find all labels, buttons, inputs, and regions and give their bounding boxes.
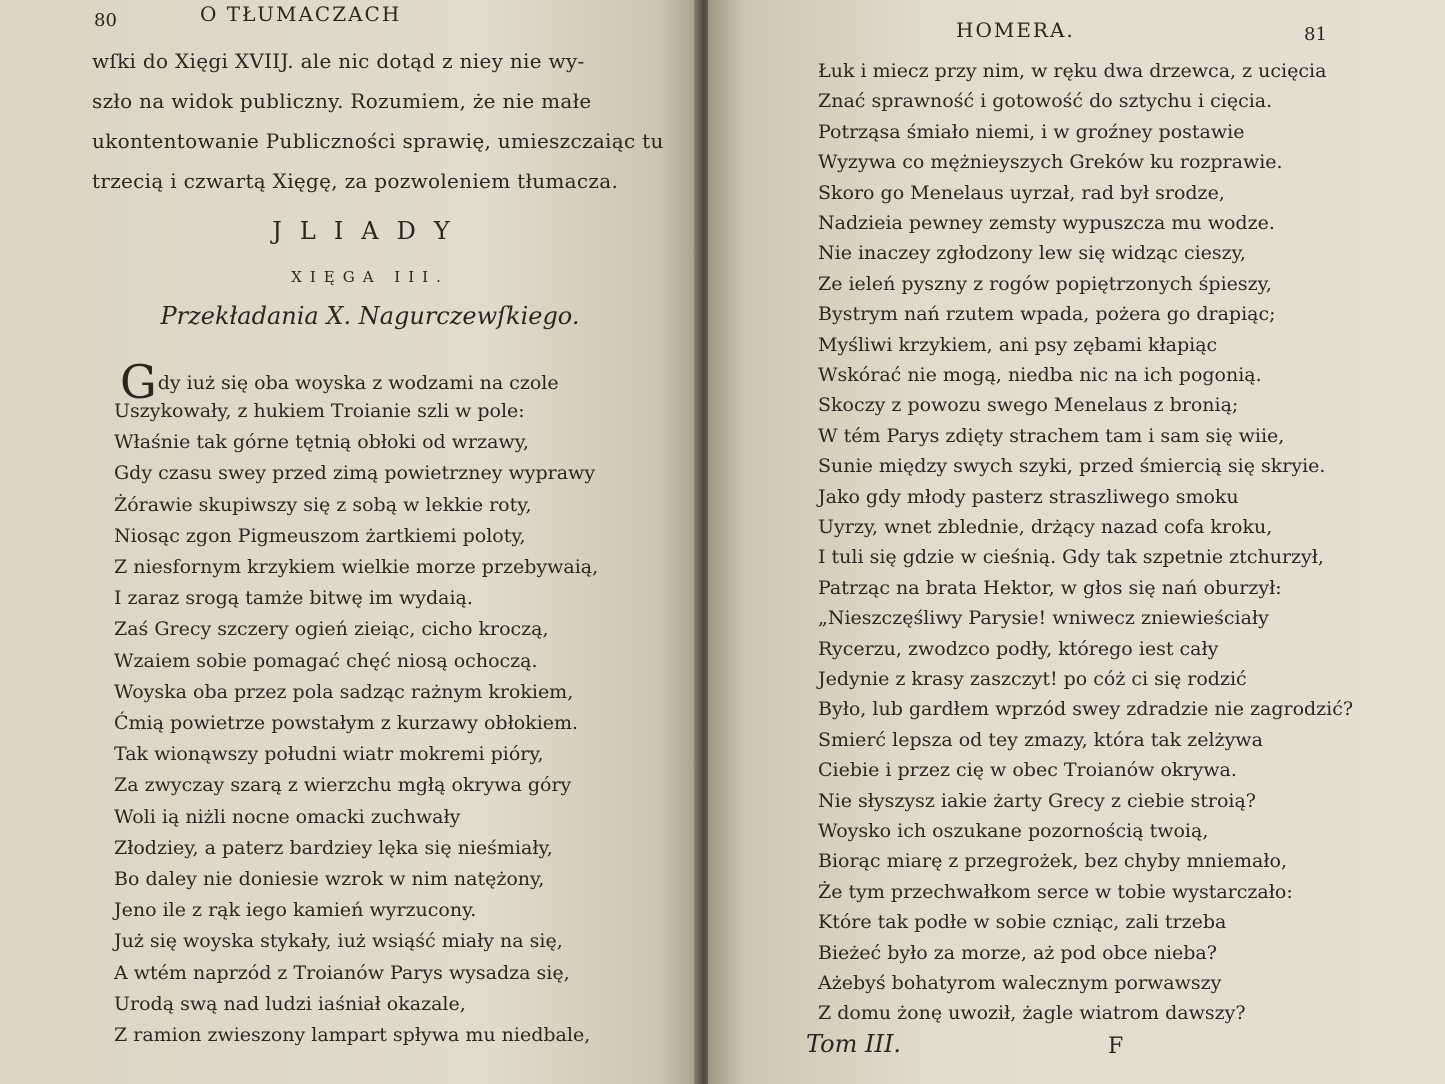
verse-line: Że tym przechwałkom serce w tobie wystarczało: [818, 880, 1293, 903]
verse-line: A wtém naprzód z Troianów Parys wysadza się, [114, 961, 570, 984]
right-page [708, 0, 1445, 1084]
verse-line: Bieżeć było za morze, aż pod obce nieba? [818, 941, 1217, 964]
verse-line: Ze ieleń pyszny z rogów popiętrzonych śpieszy, [818, 272, 1272, 295]
verse-line: Za zwyczay szarą z wierzchu mgłą okrywa góry [114, 774, 572, 797]
verse-line: Łuk i miecz przy nim, w ręku dwa drzewca, z ucięcia [818, 60, 1327, 82]
verse-line: Ćmią powietrze powstałym z kurzawy obłokiem. [114, 712, 579, 734]
verse-line: Wzaiem sobie pomagać chęć niosą ochoczą. [114, 649, 538, 672]
right-running-head: HOMERA. [956, 18, 1075, 42]
verse-line: Woli ią niżli nocne omacki zuchwały [114, 805, 461, 828]
left-page [0, 0, 700, 1084]
verse-line: Woysko ich oszukane pozornością twoią, [818, 820, 1209, 842]
translator-subtitle: Przekładania X. Nagurczewſkiego. [160, 302, 580, 330]
right-page-number: 81 [1304, 24, 1327, 45]
verse-line: Sunie między swych szyki, przed śmiercią się skryie. [818, 455, 1326, 478]
verse-line: W tém Parys zdięty strachem tam i sam się wiie, [818, 424, 1285, 447]
left-page-number: 80 [94, 10, 117, 31]
verse-line: Właśnie tak górne tętnią obłoki od wrzawy, [114, 431, 529, 454]
verse-line: Wskórać nie mogą, niedba nic na ich pogonią. [818, 364, 1262, 386]
verse-line: Nie słyszysz iakie żarty Grecy z ciebie stroią? [818, 789, 1256, 812]
verse-line: Bystrym nań rzutem wpada, pożera go drapiąc; [818, 303, 1276, 326]
verse-line: Woyska oba przez pola sadząc rażnym krokiem, [114, 680, 574, 703]
first-verse-line [120, 355, 559, 409]
verse-line: Jako gdy młody pasterz straszliwego smoku [818, 485, 1239, 508]
verse-line: Skoro go Menelaus uyrzał, rad był srodze, [818, 181, 1225, 204]
verse-line: Bo daley nie doniesie wzrok w nim natężony, [114, 868, 545, 890]
verse-line: Było, lub gardłem wprzód swey zdradzie nie zagrodzić? [818, 698, 1354, 721]
verse-line: Jeno ile z rąk iego kamień wyrzucony. [114, 899, 477, 922]
verse-line: Rycerzu, zwodzco podły, którego iest cały [818, 637, 1219, 660]
signature-mark: F [1108, 1034, 1124, 1059]
prose-line: ukontentowanie Publiczności sprawię, umieszczaiąc tu [92, 129, 664, 153]
verse-line: Niosąc zgon Pigmeuszom żartkiemi poloty, [114, 524, 526, 547]
verse-line: Złodziey, a paterz bardziey lęka się nieśmiały, [114, 836, 553, 859]
prose-line: wſki do Xięgi XVIIJ. ale nic dotąd z niey nie wy- [92, 49, 585, 73]
verse-line: Zaś Grecy szczery ogień zieiąc, cicho kroczą, [114, 618, 549, 641]
verse-line: Potrząsa śmiało niemi, i w groźney postawie [818, 120, 1245, 143]
verse-line: Ażebyś bohatyrom walecznym porwawszy [818, 972, 1222, 994]
verse-line: Urodą swą nad ludzi iaśniał okazale, [114, 992, 466, 1015]
prose-line: trzecią i czwartą Xięgę, za pozwoleniem tłumacza. [92, 169, 619, 193]
verse-line: Smierć lepsza od tey zmazy, która tak zelżywa [818, 728, 1263, 751]
drop-cap: G [120, 355, 157, 409]
verse-line: Jedynie z krasy zaszczyt! po cóż ci się rodzić [818, 668, 1247, 690]
first-verse-text: dy iuż się oba woyska z wodzami na czole [157, 372, 559, 394]
verse-line: Skoczy z powozu swego Menelaus z bronią; [818, 394, 1239, 417]
verse-line: Żórawie skupiwszy się z sobą w lekkie roty, [114, 493, 532, 516]
verse-line: Które tak podłe w sobie czniąc, zali trzeba [818, 911, 1227, 934]
poem-title: JLIADY [272, 217, 468, 245]
verse-line: Uszykowały, z hukiem Troianie szli w pole: [114, 400, 525, 422]
prose-line: szło na widok publiczny. Rozumiem, że nie małe [92, 89, 592, 113]
verse-line: Gdy czasu swey przed zimą powietrzney wyprawy [114, 462, 596, 485]
verse-line: Z niesfornym krzykiem wielkie morze przebywaią, [114, 556, 599, 578]
verse-line: Patrząc na brata Hektor, w głos się nań oburzył: [818, 576, 1282, 599]
left-running-head: O TŁUMACZACH [200, 2, 402, 26]
verse-line: „Nieszczęśliwy Parysie! wniwecz zniewieściały [818, 607, 1269, 630]
verse-line: Nie inaczey zgłodzony lew się widząc cieszy, [818, 242, 1246, 265]
volume-footer: Tom III. [806, 1030, 902, 1058]
verse-line: Myśliwi krzykiem, ani psy zębami kłapiąc [818, 333, 1218, 356]
verse-line: Biorąc miarę z przegrożek, bez chyby mniemało, [818, 850, 1287, 873]
verse-line: Z ramion zwieszony lampart spływa mu niedbale, [114, 1024, 591, 1046]
verse-line: Wyzywa co mężnieyszych Greków ku rozprawie. [818, 151, 1283, 174]
verse-line: Uyrzy, wnet zblednie, drżący nazad cofa kroku, [818, 516, 1273, 538]
verse-line: Już się woyska stykały, iuż wsiąść miały na się, [114, 930, 563, 953]
verse-line: I zaraz srogą tamże bitwę im wydaią. [114, 587, 473, 610]
verse-line: I tuli się gdzie w cieśnią. Gdy tak szpetnie ztchurzył, [818, 546, 1324, 569]
verse-line: Nadzieia pewney zemsty wypuszcza mu wodze. [818, 212, 1275, 234]
verse-line: Ciebie i przez cię w obec Troianów okrywa. [818, 759, 1237, 782]
verse-line: Z domu żonę uwoził, żagle wiatrom dawszy? [818, 1002, 1246, 1025]
verse-line: Znać sprawność i gotowość do sztychu i cięcia. [818, 90, 1273, 113]
book-label: XIĘGA III. [291, 268, 449, 286]
verse-line: Tak wionąwszy południ wiatr mokremi pióry, [114, 743, 544, 766]
